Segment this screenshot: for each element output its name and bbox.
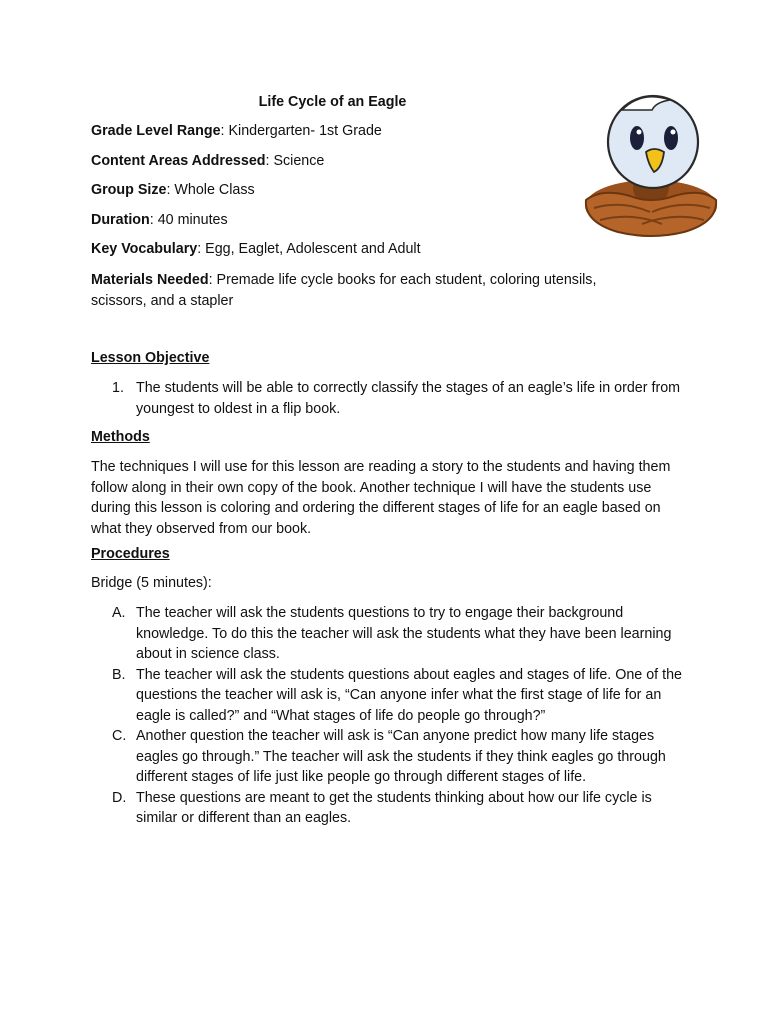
list-item-text: Another question the teacher will ask is “Can anyone predict how many life stages eagles go through.” The teacher will ask the students if they think eagles go through different stages of life just like people go through different stages of life. <box>136 728 666 785</box>
list-item <box>91 603 691 665</box>
field-label: Grade Level Range <box>91 123 221 139</box>
page-title: Life Cycle of an Eagle <box>258 94 407 110</box>
lesson-objective-heading: Lesson Objective <box>91 350 210 366</box>
field-value: : 40 minutes <box>149 212 228 228</box>
field-value: : Whole Class <box>166 182 255 198</box>
eaglet-in-nest-icon <box>582 88 720 238</box>
right-eye <box>664 126 678 150</box>
field-value: : Science <box>265 153 325 169</box>
bridge-label: Bridge (5 minutes): <box>91 575 212 591</box>
list-item <box>91 788 691 829</box>
procedures-heading: Procedures <box>91 546 170 562</box>
key-vocabulary-field <box>91 239 591 260</box>
left-eye <box>630 126 644 150</box>
field-value: : Premade life cycle books for each student, coloring utensils, scissors, and a stapler <box>91 272 597 309</box>
methods-heading: Methods <box>91 429 150 445</box>
field-value: : Egg, Eaglet, Adolescent and Adult <box>197 241 421 257</box>
list-item <box>91 726 691 788</box>
methods-paragraph: The techniques I will use for this lesson are reading a story to the students and having them follow along in their own copy of the book. Another technique I will have the students use during this lesson is coloring and ordering the different stages of life for an eagle based on what they observed from our book. <box>91 459 671 537</box>
list-marker: A. <box>112 605 126 621</box>
field-label: Key Vocabulary <box>91 241 198 257</box>
right-eye-shine <box>671 130 676 135</box>
list-marker: 1. <box>112 380 124 396</box>
field-label: Materials Needed <box>91 272 209 288</box>
grade-level-field <box>91 121 591 142</box>
list-item-text: The students will be able to correctly classify the stages of an eagle’s life in order from youngest to oldest in a flip book. <box>136 380 681 417</box>
objective-list <box>91 378 691 419</box>
procedures-list <box>91 603 691 829</box>
list-marker: B. <box>112 666 126 683</box>
field-label: Duration <box>91 212 150 228</box>
list-item-text: The teacher will ask the students questions to try to engage their background knowledge. To do this the teacher will ask the students what they have been learning about in science class. <box>136 605 672 662</box>
field-label: Content Areas Addressed <box>91 153 266 169</box>
materials-field <box>91 270 651 311</box>
list-item <box>91 665 691 727</box>
list-marker: C. <box>112 728 127 744</box>
content-areas-field <box>91 151 591 172</box>
left-eye-shine <box>637 130 642 135</box>
list-item <box>91 378 691 419</box>
duration-field <box>91 210 591 231</box>
field-label: Group Size <box>91 182 167 198</box>
group-size-field <box>91 180 591 201</box>
field-value: : Kindergarten- 1st Grade <box>220 123 382 139</box>
list-item-text: These questions are meant to get the students thinking about how our life cycle is similar or different than an eagles. <box>136 789 652 826</box>
nest-front <box>586 193 716 236</box>
list-item-text: The teacher will ask the students questions about eagles and stages of life. One of the questions the teacher will ask is, “Can anyone infer what the first stage of life for an eagle is called?” and “What stages of life do people go through?” <box>136 666 683 724</box>
list-marker: D. <box>112 789 127 806</box>
